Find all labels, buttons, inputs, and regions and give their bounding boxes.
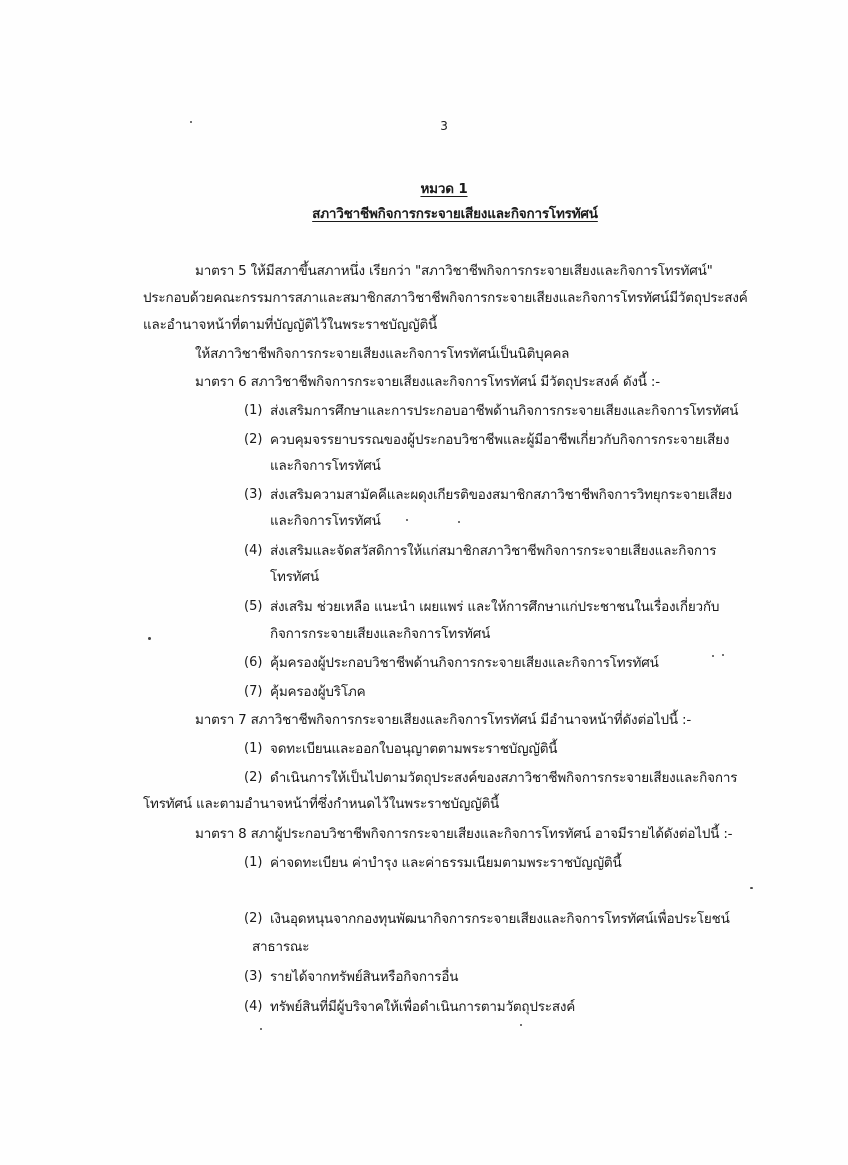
section-8-intro: มาตรา 8 สภาผู้ประกอบวิชาชีพกิจการกระจายเสียงและกิจการโทรทัศน์ อาจมีรายได้ดังต่อไปนี้ :- xyxy=(195,826,733,842)
section-6-item-1-text: ส่งเสริมการศึกษาและการประกอบอาชีพด้านกิจการกระจายเสียงและกิจการโทรทัศน์ xyxy=(270,403,739,419)
section-8-item-1-text: ค่าจดทะเบียน ค่าบำรุง และค่าธรรมเนียมตามพระราชบัญญัตินี้ xyxy=(270,855,622,871)
section-8-item-4-text: ทรัพย์สินที่มีผู้บริจาคให้เพื่อดำเนินการตามวัตถุประสงค์ xyxy=(270,999,576,1015)
section-6-item-6-number: (6) xyxy=(244,655,263,670)
section-8-item-2-number: (2) xyxy=(244,911,263,926)
scan-speck xyxy=(722,654,724,656)
chapter-subtitle: สภาวิชาชีพกิจการกระจายเสียงและกิจการโทรทัศน์ xyxy=(312,206,598,222)
scan-speck xyxy=(458,521,460,523)
section-8-item-1-number: (1) xyxy=(244,855,263,870)
section-6-item-6-text: คุ้มครองผู้ประกอบวิชาชีพด้านกิจการกระจายเสียงและกิจการโทรทัศน์ xyxy=(270,655,659,671)
section-6-item-2-text: ควบคุมจรรยาบรรณของผู้ประกอบวิชาชีพและผู้มีอาชีพเกี่ยวกับกิจการกระจายเสียง xyxy=(270,432,730,448)
scan-speck xyxy=(712,655,714,657)
section-6-item-5-number: (5) xyxy=(244,599,263,614)
section-8-item-4-number: (4) xyxy=(244,999,263,1014)
section-6-item-7-text: คุ้มครองผู้บริโภค xyxy=(270,684,366,700)
chapter-title: หมวด 1 xyxy=(420,181,468,197)
section-5-paragraph-2: ให้สภาวิชาชีพกิจการกระจายเสียงและกิจการโทรทัศน์เป็นนิติบุคคล xyxy=(195,346,570,362)
section-5-line-3: และอำนาจหน้าที่ตามที่บัญญัติไว้ในพระราชบัญญัตินี้ xyxy=(143,317,438,333)
section-7-intro: มาตรา 7 สภาวิชาชีพกิจการกระจายเสียงและกิจการโทรทัศน์ มีอำนาจหน้าที่ดังต่อไปนี้ :- xyxy=(195,712,692,728)
section-6-item-7-number: (7) xyxy=(244,684,263,699)
scan-speck xyxy=(750,887,753,889)
section-7-item-2-text: ดำเนินการให้เป็นไปตามวัตถุประสงค์ของสภาวิชาชีพกิจการกระจายเสียงและกิจการ xyxy=(270,770,738,786)
scan-speck xyxy=(260,1028,262,1030)
section-8-item-2-text: เงินอุดหนุนจากกองทุนพัฒนากิจการกระจายเสียงและกิจการโทรทัศน์เพื่อประโยชน์ xyxy=(270,911,730,927)
section-6-item-3-text: ส่งเสริมความสามัคคีและผดุงเกียรติของสมาชิกสภาวิชาชีพกิจการวิทยุกระจายเสียง xyxy=(270,487,732,503)
section-6-item-1-number: (1) xyxy=(244,403,263,418)
section-5-line-2: ประกอบด้วยคณะกรรมการสภาและสมาชิกสภาวิชาชีพกิจการกระจายเสียงและกิจการโทรทัศน์มีวัตถุประสงค์ xyxy=(143,290,748,306)
section-6-item-2-number: (2) xyxy=(244,432,263,447)
section-8-item-2-text-continued: สาธารณะ xyxy=(252,939,310,955)
section-6-item-4-text-continued: โทรทัศน์ xyxy=(270,569,319,585)
section-6-item-2-text-continued: และกิจการโทรทัศน์ xyxy=(270,458,381,474)
section-6-item-5-text-continued: กิจการกระจายเสียงและกิจการโทรทัศน์ xyxy=(270,626,491,642)
section-8-item-3-number: (3) xyxy=(244,969,263,984)
section-7-item-1-text: จดทะเบียนและออกใบอนุญาตตามพระราชบัญญัตินี้ xyxy=(270,741,558,757)
section-6-item-5-text: ส่งเสริม ช่วยเหลือ แนะนำ เผยแพร่ และให้การศึกษาแก่ประชาชนในเรื่องเกี่ยวกับ xyxy=(270,599,720,615)
section-8-item-3-text: รายได้จากทรัพย์สินหรือกิจการอื่น xyxy=(270,969,459,985)
section-7-continuation: โทรทัศน์ และตามอำนาจหน้าที่ซึ่งกำหนดไว้ในพระราชบัญญัตินี้ xyxy=(143,796,500,812)
scan-speck xyxy=(190,121,192,123)
section-6-intro: มาตรา 6 สภาวิชาชีพกิจการกระจายเสียงและกิจการโทรทัศน์ มีวัตถุประสงค์ ดังนี้ :- xyxy=(195,374,660,390)
section-6-item-4-text: ส่งเสริมและจัดสวัสดิการให้แก่สมาชิกสภาวิชาชีพกิจการกระจายเสียงและกิจการ xyxy=(270,543,717,559)
section-6-item-3-text-continued: และกิจการโทรทัศน์ xyxy=(270,513,381,529)
section-5-line-1: มาตรา 5 ให้มีสภาขึ้นสภาหนึ่ง เรียกว่า "สภาวิชาชีพกิจการกระจายเสียงและกิจการโทรทัศน์" xyxy=(195,263,713,279)
page-number: 3 xyxy=(440,119,448,133)
section-7-item-1-number: (1) xyxy=(244,741,263,756)
section-7-item-2-number: (2) xyxy=(244,770,263,785)
scan-speck xyxy=(520,1024,522,1026)
section-6-item-4-number: (4) xyxy=(244,543,263,558)
scan-speck xyxy=(406,519,408,521)
section-6-item-3-number: (3) xyxy=(244,487,263,502)
scan-speck xyxy=(148,637,151,640)
